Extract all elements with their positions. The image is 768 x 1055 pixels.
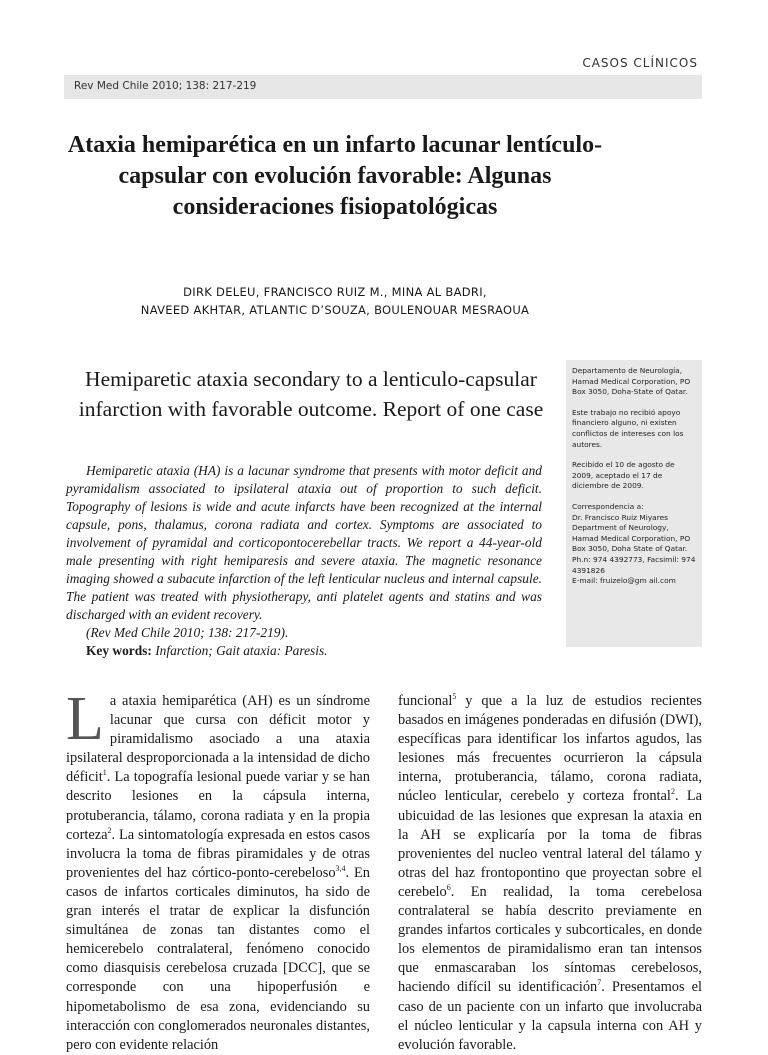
reference-mark: 2 (670, 787, 675, 797)
body-paragraph-1-cont (398, 692, 702, 1055)
reference-mark: 6 (446, 883, 451, 893)
reference-mark: 7 (597, 978, 602, 988)
correspondence (572, 502, 697, 587)
abstract (66, 462, 542, 660)
body-text: . Presentamos el caso de un paciente con un infarto que involucraba el núcleo lenticular y la capsula interna con AH y evolución favorable. (398, 979, 702, 1053)
received-dates: Recibido el 10 de agosto de 2009, aceptado el 17 de diciembre de 2009. (572, 460, 675, 491)
author-list (60, 283, 610, 319)
citation-bar (64, 75, 702, 99)
body-text: funcional (398, 693, 453, 709)
body-text: . La topografía lesional puede variar y se han descrito lesiones en la cápsula interna, protuberancia, tálamo, corona radiata y en la propia corteza (66, 769, 370, 843)
reference-mark: 1 (102, 768, 107, 778)
body-column-2 (398, 692, 702, 1055)
body-text: . En casos de infartos corticales diminutos, ha sido de gran interés el tratar de explicar la disfunción simultánea de zonas tan distantes como el hemicerebelo contralateral, fenómeno conocido como diasquisis cerebelosa cruzada [DCC], que se corresponde con una hipoperfusión e hipometabolismo de esa zona, evidenciando su interacción con conglomerados neuronales distantes, pero con evidente relación (66, 864, 371, 1053)
body-text: . La ubicuidad de las lesiones que expresan la ataxia en la AH se explicaría por la toma de fibras provenientes del nucleo ventral lateral del tálamo y otras del haz frontopontino que proyectan sobre el cerebelo (398, 788, 702, 900)
body-text: . La sintomatología expresada en estos casos involucra la toma de fibras piramidales y de otras provenientes del haz córtico-ponto-cerebeloso (66, 826, 370, 881)
keywords-label: Key words: (86, 643, 152, 658)
body-column-1 (66, 685, 371, 1055)
english-title: Hemiparetic ataxia secondary to a lenticulo-capsular infarction with favorable outcome. Report of one case (78, 367, 544, 421)
section-label: CASOS CLÍNICOS (582, 56, 698, 70)
correspondence-phone: Ph.n: 974 4392773, Facsimil: 974 4391826 (572, 554, 696, 575)
journal-citation: Rev Med Chile 2010; 138: 217-219 (74, 80, 257, 92)
reference-mark: 3,4 (335, 864, 346, 874)
correspondence-email[interactable]: E-mail: fruizelo@gm ail.com (572, 576, 676, 586)
abstract-text: Hemiparetic ataxia (HA) is a lacunar syndrome that presents with motor deficit and pyramidalism associated to ipsilateral ataxia out of proportion to such deficit. Topography of lesions is wide and acute infarcts have been recognized at the internal capsule, pons, thalamus, corona radiata and cortex. Symptoms are associated to involvement of pyramidal and corticopontocerebellar tracts. We report a 44-year-old male presenting with right hemiparesis and severe ataxia. The magnetic resonance imaging showed a subacute infarction of the left lenticular nucleus and internal capsule. The patient was treated with physiotherapy, anti platelet agents and statins and was discharged with an evident recovery. (66, 463, 542, 622)
abstract-citation: (Rev Med Chile 2010; 138: 217-219). (86, 625, 289, 640)
correspondence-name: Dr. Francisco Ruiz Miyares (572, 512, 668, 522)
funding-statement: Este trabajo no recibió apoyo financiero alguno, ni existen conflictos de intereses con los autores. (572, 407, 684, 449)
keywords-text: Infarction; Gait ataxia: Paresis. (155, 643, 328, 658)
body-text: a ataxia hemiparética (AH) es un síndrome lacunar que cursa con déficit motor y piramidalismo asociado a una ataxia ipsilateral desproporcionada a la intensidad de dicho déficit (66, 693, 370, 786)
reference-mark: 2 (107, 825, 112, 835)
affiliation-sidebar (566, 360, 702, 647)
article-title: Ataxia hemiparética en un infarto lacunar lentículo-capsular con evolución favorable: Algunas consideraciones fisiopatológicas (67, 132, 603, 220)
affiliation: Departamento de Neurología, Hamad Medical Corporation, PO Box 3050, Doha-State of Qatar. (572, 366, 691, 397)
body-paragraph-1 (66, 685, 371, 1055)
correspondence-dept: Department of Neurology, Hamad Medical Corporation, PO Box 3050, Doha State of Qatar. (572, 523, 691, 554)
authors-line-2: NAVEED AKHTAR, ATLANTIC D’SOUZA, BOULENOUAR MESRAOUA (140, 303, 530, 317)
body-text: y que a la luz de estudios recientes basados en imágenes ponderadas en difusión (DWI), específicas para identificar los infartos agudos, las lesiones más frecuentes ocurrieron la cápsula interna, protuberancia, tálamo, corona radiata, núcleo lenticular, cerebelo y corteza frontal (398, 693, 702, 805)
body-text: . En realidad, la toma cerebelosa contralateral se había descrito previamente en grandes infartos corticales y subcorticales, en donde los elementos de piramidalismo eran tan intensos que enmascaraban los síntomas cerebelosos, haciendo difícil su identificación (398, 883, 702, 996)
authors-line-1: DIRK DELEU, FRANCISCO RUIZ M., MINA AL BADRI, (183, 285, 487, 299)
correspondence-label: Correspondencia a: (572, 501, 644, 511)
keywords (66, 642, 542, 660)
drop-cap: L (66, 685, 104, 753)
reference-mark: 5 (452, 692, 457, 702)
